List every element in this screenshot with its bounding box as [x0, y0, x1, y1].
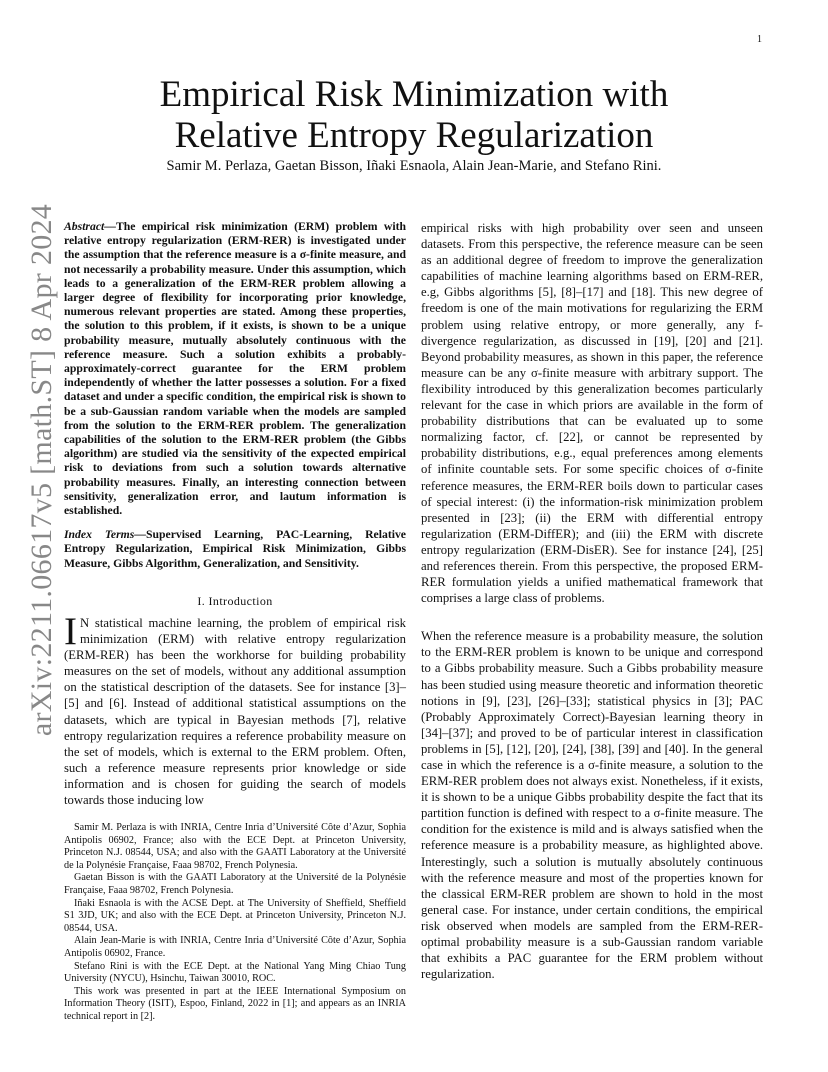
arxiv-identifier: arXiv:2211.06617v5 [math.ST] 8 Apr 2024	[25, 203, 58, 737]
index-terms-lead: Index Terms—	[64, 528, 146, 542]
right-column	[421, 220, 763, 982]
title-line-2: Relative Entropy Regularization	[174, 115, 654, 156]
paper-title	[100, 74, 728, 156]
abstract-lead: Abstract—	[64, 220, 116, 233]
page-number: 1	[757, 34, 762, 45]
title-line-1: Empirical Risk Minimization with	[159, 74, 669, 115]
footnote-esnaola: Iñaki Esnaola is with the ACSE Dept. at The University of Sheffield, Sheffield S1 3JD, UK; and also with the ECE Dept. at Princeton University, Princeton N.J. 08544, USA.	[64, 897, 406, 934]
index-terms	[64, 528, 406, 571]
section-heading-introduction: I. Introduction	[197, 593, 273, 608]
footnote-rini: Stefano Rini is with the ECE Dept. at the National Yang Ming Chiao Tung University (NYCU), Hsinchu, Taiwan 30010, ROC.	[64, 960, 406, 985]
body-paragraph-2: When the reference measure is a probability measure, the solution to the ERM-RER problem is known to be unique and correspond to a Gibbs probability measure. Such a Gibbs probability measure has been studied using measure theoretic and information theoretic notions in [9], [23], [26]–[33]; statistical physics in [3]; PAC (Probably Approximately Correct)-Bayesian learning theory in [34]–[37]; and proved to be of particular interest in classification problems in [5], [12], [20], [24], [38], [39] and [40]. In the general case in which the reference is a σ-finite measure, a solution to the ERM-RER problem does not always exist. Nonetheless, if it exists, it is shown to be a unique Gibbs probability despite the fact that its partition function is defined with respect to a σ-finite measure. The condition for the existence is mild and is always satisfied when the reference measure is a probability measure, as highlighted above. Interestingly, such a solution is mutually absolutely continuous with the reference measure and most of the properties known for the classical ERM-RER problem are shown to hold in the most general case. For instance, under certain conditions, the empirical risk observed when models are sampled from the ERM-RER-optimal probability measure is a sub-Gaussian random variable that exhibits a PAC guarantee for the ERM problem without regularization.	[421, 629, 763, 982]
footnote-bisson: Gaetan Bisson is with the GAATI Laboratory at the Université de la Polynésie Française, Faaa 98702, French Polynesia.	[64, 872, 406, 897]
footnote-presentation: This work was presented in part at the IEEE International Symposium on Information Theory (ISIT), Espoo, Finland, 2022 in [1]; and appears as an INRIA technical report in [2].	[64, 985, 406, 1022]
footnote-perlaza: Samir M. Perlaza is with INRIA, Centre Inria d’Université Côte d’Azur, Sophia Antipolis 06902, France; also with the ECE Dept. at Princeton University, Princeton N.J. 08544, USA; and also with the GAATI Laboratory at the Université de la Polynésie Française, Faaa 98702, French Polynesia.	[64, 822, 406, 871]
introduction-text: N statistical machine learning, the problem of empirical risk minimization (ERM) with relative entropy regularization (ERM-RER) has been the workhorse for building probability measures on the set of models, without any additional assumption on the statistical description of the datasets. See for instance [3]–[5] and [6]. Instead of additional statistical assumptions on the datasets, which are typical in Bayesian methods [7], relative entropy regularization requires a reference probability measure on the set of models, which is external to the ERM problem. Often, such a reference measure represents prior knowledge or side information and is chosen for guiding the search of models towards those inducing low	[64, 615, 406, 807]
drop-cap: I	[64, 609, 77, 653]
arxiv-sidebar	[22, 203, 62, 737]
abstract-body: The empirical risk minimization (ERM) problem with relative entropy regularization (ERM-RER) is investigated under the assumption that the reference measure is a σ-finite measure, and not necessarily a probability measure. Under this assumption, which leads to a generalization of the ERM-RER problem allowing a larger degree of flexibility for incorporating prior knowledge, numerous relevant properties are stated. Among these properties, the solution to this problem, if it exists, is shown to be a unique probability measure, mutually absolutely continuous with the reference measure. Such a solution exhibits a probably-approximately-correct guarantee for the ERM problem independently of whether the latter possesses a solution. For a fixed dataset and under a specific condition, the empirical risk is shown to be a sub-Gaussian random variable when the models are sampled from the solution to the ERM-RER problem. The generalization capabilities of the solution to the ERM-RER problem (the Gibbs algorithm) are studied via the sensitivity of the expected empirical risk to deviations from such a solution towards alternative probability measures. Finally, an interesting connection between sensitivity, generalization error, and lautum information is established.	[64, 220, 406, 518]
body-paragraph-1: empirical risks with high probability over seen and unseen datasets. From this perspective, the reference measure can be seen as an additional degree of freedom to improve the generalization capabilities of machine learning algorithms based on ERM-RER, e.g, Gibbs algorithms [5], [8]–[17] and [18]. This new degree of freedom is one of the main motivations for regularizing the ERM problem using relative entropy, or more generally, any f-divergence regularization, as discussed in [19], [20] and [21]. Beyond probability measures, as shown in this paper, the reference measure can be any σ-finite measure with arbitrary support. The flexibility introduced by this generalization becomes particularly relevant for the case in which priors are available in the form of probability distributions that can be evaluated up to some normalizing factor, cf. [22], or cannot be represented by probability distributions, e.g., equal preferences among elements of infinite countable sets. For some specific choices of σ-finite reference measures, the ERM-RER boils down to particular cases of special interest: (i) the information-risk minimization problem presented in [23]; (ii) the ERM with differential entropy regularization (ERM-DiffER); and (iii) the ERM with discrete entropy regularization (ERM-DisER). See for instance [24], [25] and references therein. From this perspective, the proposed ERM-RER formulation yields a unified mathematical framework that comprises a large class of problems.	[421, 221, 763, 606]
footnote-jean-marie: Alain Jean-Marie is with INRIA, Centre Inria d’Université Côte d’Azur, Sophia Antipolis 06902, France.	[64, 935, 406, 960]
author-footnotes	[64, 822, 406, 1024]
index-terms-body: Supervised Learning, PAC-Learning, Relative Entropy Regularization, Empirical Risk Minimization, Gibbs Measure, Gibbs Algorithm, Generalization, and Sensitivity.	[64, 528, 406, 570]
introduction-paragraph	[64, 609, 406, 808]
left-column	[64, 220, 406, 1024]
abstract	[64, 220, 406, 518]
author-list: Samir M. Perlaza, Gaetan Bisson, Iñaki Esnaola, Alain Jean-Marie, and Stefano Rini.	[166, 158, 662, 174]
